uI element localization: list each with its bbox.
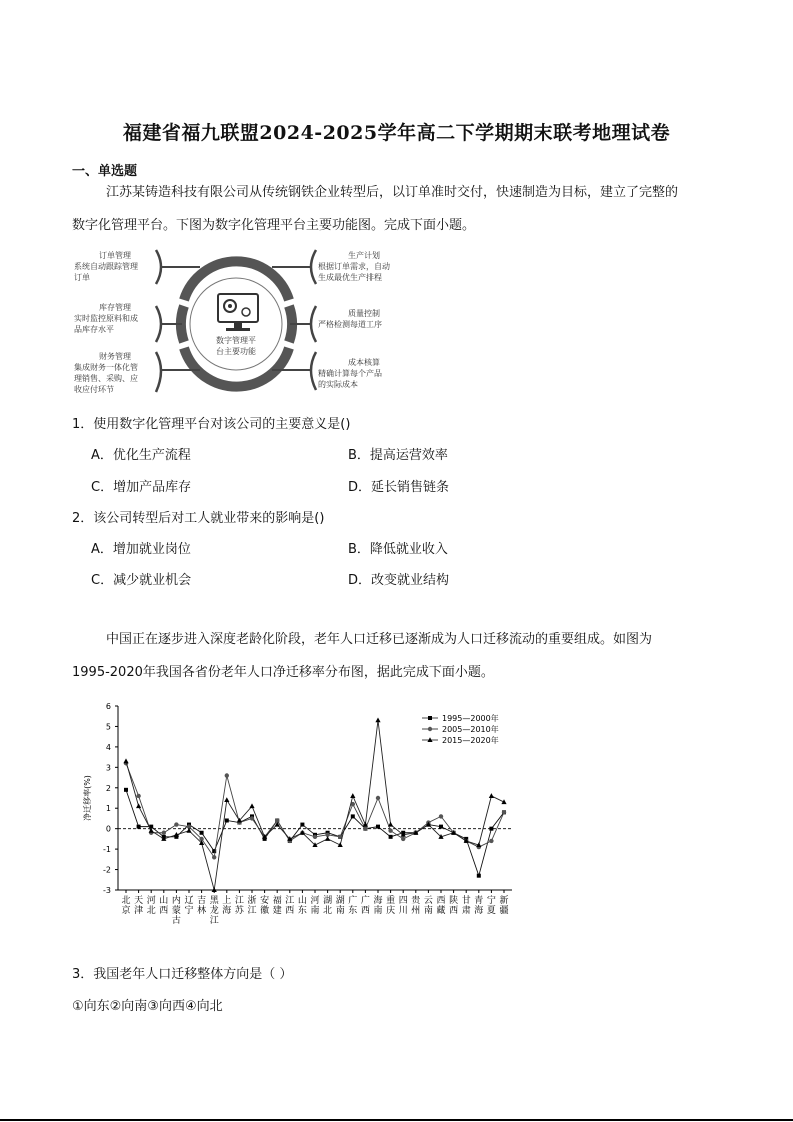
x-tick-label: 藏 [436, 906, 446, 916]
x-tick-label: 内 [171, 896, 181, 906]
bracket-order [156, 250, 161, 284]
y-tick-label: 6 [105, 702, 111, 711]
x-tick-label: 苏 [234, 906, 244, 916]
x-tick-label: 湖 [335, 896, 345, 906]
x-tick-label: 西 [449, 906, 459, 916]
x-tick-label: 州 [411, 906, 421, 916]
question-2-option-d[interactable]: D．改变就业结构 [348, 573, 450, 588]
y-tick-label: 2 [105, 783, 111, 793]
series-1-point [477, 874, 481, 878]
x-tick-label: 四 [398, 896, 408, 906]
question-1-option-a[interactable]: A．优化生产流程 [91, 448, 191, 463]
y-tick-label: -2 [103, 865, 111, 875]
y-axis-label: 净迁移率(%) [83, 775, 92, 821]
x-tick-label: 京 [121, 906, 131, 916]
x-tick-label: 吉 [197, 896, 207, 906]
x-tick-label: 江 [247, 906, 257, 916]
series-3-point [123, 758, 128, 763]
bracket-production [311, 250, 316, 284]
series-1-point [225, 818, 229, 822]
x-tick-label: 安 [260, 896, 270, 906]
y-tick-label: 1 [105, 804, 111, 814]
series-1-point [439, 825, 443, 829]
x-tick-label: 龙 [209, 906, 219, 916]
series-2-point [363, 826, 367, 830]
x-tick-label: 北 [121, 896, 131, 906]
series-1-point [389, 835, 393, 839]
x-tick-label: 西 [285, 906, 295, 916]
x-tick-label: 江 [234, 896, 244, 906]
page-title: 福建省福九联盟2024-2025学年高二下学期期末联考地理试卷 [122, 122, 671, 144]
legend-marker-square [428, 716, 432, 720]
page-bottom-rule [0, 1119, 793, 1121]
y-tick-label: 0 [105, 824, 111, 834]
question-2-option-a[interactable]: A．增加就业岗位 [91, 542, 191, 557]
box-desc-line: 集成财务一体化管 [74, 363, 138, 372]
x-tick-label: 海 [373, 896, 383, 906]
center-label-2: 台主要功能 [216, 347, 256, 356]
box-desc-line: 精确计算每个产品 [318, 369, 382, 378]
series-3-point [136, 803, 141, 808]
series-1-point [376, 825, 380, 829]
x-tick-label: 南 [310, 906, 320, 916]
question-2-stem: 2．该公司转型后对工人就业带来的影响是() [72, 511, 325, 526]
box-desc-line: 订单 [74, 273, 90, 282]
x-tick-label: 疆 [499, 906, 509, 916]
y-tick-label: 3 [105, 763, 111, 773]
x-tick-label: 北 [323, 906, 333, 916]
series-2-point [313, 835, 317, 839]
x-tick-label: 津 [134, 906, 144, 916]
box-cost-accounting [318, 357, 410, 390]
x-tick-label: 云 [423, 896, 433, 906]
x-tick-label: 西 [360, 906, 370, 916]
box-desc-line: 理销售、采购、应 [74, 374, 138, 383]
x-tick-label: 海 [222, 906, 232, 916]
series-2-point [225, 773, 229, 777]
legend-label-2: 2005—2010年 [442, 725, 499, 734]
box-title: 库存管理 [99, 303, 131, 312]
series-2-point [439, 814, 443, 818]
x-tick-label: 南 [335, 906, 345, 916]
section-title: 一、单选题 [72, 164, 138, 179]
series-3-point [249, 803, 254, 808]
x-tick-label: 夏 [486, 906, 496, 916]
x-tick-label: 宁 [486, 896, 496, 906]
question-1-stem: 1．使用数字化管理平台对该公司的主要意义是() [72, 417, 351, 432]
series-1-point [300, 823, 304, 827]
x-tick-label: 海 [474, 906, 484, 916]
x-tick-label: 辽 [184, 896, 194, 906]
box-desc-line: 品库存水平 [74, 325, 114, 334]
box-desc-line: 生成最优生产排程 [318, 273, 382, 282]
x-tick-label: 江 [209, 916, 219, 926]
bracket-cost [311, 352, 316, 390]
x-tick-label: 东 [348, 906, 358, 916]
series-1-point [200, 831, 204, 835]
x-tick-label: 天 [134, 896, 144, 906]
question-1-option-c[interactable]: C．增加产品库存 [91, 480, 192, 495]
box-finance-management [74, 351, 156, 395]
x-tick-label: 广 [360, 896, 370, 906]
series-2-point [212, 855, 216, 859]
box-quality-control [318, 308, 410, 330]
y-tick-label: 4 [105, 742, 111, 752]
series-3-point [489, 793, 494, 798]
series-2-point [489, 839, 493, 843]
box-desc-line: 根据订单需求，自动 [318, 262, 390, 271]
x-tick-label: 肃 [461, 906, 471, 916]
box-title: 成本核算 [348, 358, 380, 367]
box-desc-line: 的实际成本 [318, 380, 358, 389]
x-tick-label: 黑 [209, 896, 219, 906]
series-3-point [375, 718, 380, 723]
y-tick-label: -3 [103, 886, 111, 895]
series-1-point [351, 814, 355, 818]
x-tick-label: 河 [146, 896, 156, 906]
series-1-point [489, 827, 493, 831]
box-desc-line: 严格检测每道工序 [318, 320, 382, 329]
x-tick-label: 浙 [247, 896, 257, 906]
x-tick-label: 宁 [184, 906, 194, 916]
y-tick-label: 5 [105, 722, 111, 732]
box-production-plan [318, 250, 410, 283]
center-label-1: 数字管理平 [216, 336, 256, 345]
series-3-point [325, 836, 330, 841]
series-2-point [250, 816, 254, 820]
box-desc-line: 收应付环节 [74, 385, 114, 394]
box-title: 财务管理 [99, 352, 131, 361]
migration-chart [76, 698, 520, 948]
bracket-inventory [156, 306, 161, 342]
bracket-quality [311, 306, 316, 342]
x-tick-label: 甘 [461, 896, 471, 906]
x-tick-label: 徽 [260, 906, 270, 916]
question-1-option-b[interactable]: B．提高运营效率 [348, 448, 448, 463]
x-tick-label: 河 [310, 896, 320, 906]
x-tick-label: 西 [159, 906, 169, 916]
series-2-point [401, 837, 405, 841]
x-tick-label: 湖 [323, 896, 333, 906]
box-inventory-management [74, 302, 156, 335]
x-tick-label: 北 [146, 906, 156, 916]
legend-label-3: 2015—2020年 [442, 736, 499, 745]
series-2-point [388, 829, 392, 833]
passage-2-line-1: 中国正在逐步进入深度老龄化阶段，老年人口迁移已逐渐成为人口迁移流动的重要组成。如图为 [106, 632, 653, 647]
x-tick-label: 南 [373, 906, 383, 916]
x-tick-label: 蒙 [171, 906, 181, 916]
x-tick-label: 林 [197, 906, 207, 916]
series-2-point [502, 810, 506, 814]
x-tick-label: 福 [272, 896, 282, 906]
box-order-management [74, 250, 156, 283]
x-tick-label: 重 [386, 896, 396, 906]
box-desc-line: 实时监控原料和成 [74, 314, 138, 323]
x-tick-label: 青 [474, 896, 484, 906]
question-2-option-c[interactable]: C．减少就业机会 [91, 573, 192, 588]
x-tick-label: 贵 [411, 896, 421, 906]
passage-2-line-2: 1995-2020年我国各省份老年人口净迁移率分布图，据此完成下面小题。 [72, 665, 494, 680]
x-tick-label: 南 [423, 906, 433, 916]
passage-1-line-2: 数字化管理平台。下图为数字化管理平台主要功能图。完成下面小题。 [72, 218, 476, 233]
function-diagram [60, 240, 440, 400]
legend-marker-circle [428, 727, 432, 731]
box-title: 订单管理 [99, 251, 131, 260]
series-2-point [174, 822, 178, 826]
series-3-point [388, 822, 393, 827]
series-3-point [224, 797, 229, 802]
question-2-option-b[interactable]: B．降低就业收入 [348, 542, 448, 557]
series-2-point [136, 794, 140, 798]
x-tick-label: 山 [297, 896, 307, 906]
question-3-options: ①向东②向南③向西④向北 [72, 999, 223, 1014]
y-tick-label: -1 [103, 845, 111, 855]
right-brackets [311, 250, 316, 390]
bracket-finance [156, 352, 161, 392]
question-1-option-d[interactable]: D．延长销售链条 [348, 480, 450, 495]
x-tick-label: 东 [297, 906, 307, 916]
box-title: 质量控制 [348, 309, 380, 318]
x-tick-label: 新 [499, 896, 509, 906]
x-tick-label: 川 [398, 906, 408, 916]
series-1-point [124, 788, 128, 792]
x-tick-label: 广 [348, 896, 358, 906]
x-tick-label: 山 [159, 896, 169, 906]
x-tick-label: 西 [436, 896, 446, 906]
x-tick-label: 江 [285, 896, 295, 906]
question-3-stem: 3．我国老年人口迁移整体方向是（ ） [72, 967, 293, 982]
passage-1-line-1: 江苏某铸造科技有限公司从传统钢铁企业转型后，以订单准时交付，快速制造为目标，建立了完整的 [106, 185, 679, 200]
box-title: 生产计划 [348, 251, 380, 260]
x-tick-label: 建 [272, 906, 282, 916]
migration-chart-svg [76, 698, 520, 948]
left-brackets [156, 250, 161, 392]
series-line-3 [126, 720, 504, 890]
series-2-point [376, 796, 380, 800]
x-tick-label: 陕 [449, 896, 459, 906]
legend-label-1: 1995—2000年 [442, 714, 499, 723]
series-3-point [350, 793, 355, 798]
box-desc-line: 系统自动跟踪管理 [74, 262, 138, 271]
series-1-point [137, 825, 141, 829]
series-2-point [162, 831, 166, 835]
x-tick-label: 古 [171, 916, 181, 926]
x-tick-label: 庆 [386, 906, 396, 916]
x-tick-label: 上 [222, 896, 232, 906]
